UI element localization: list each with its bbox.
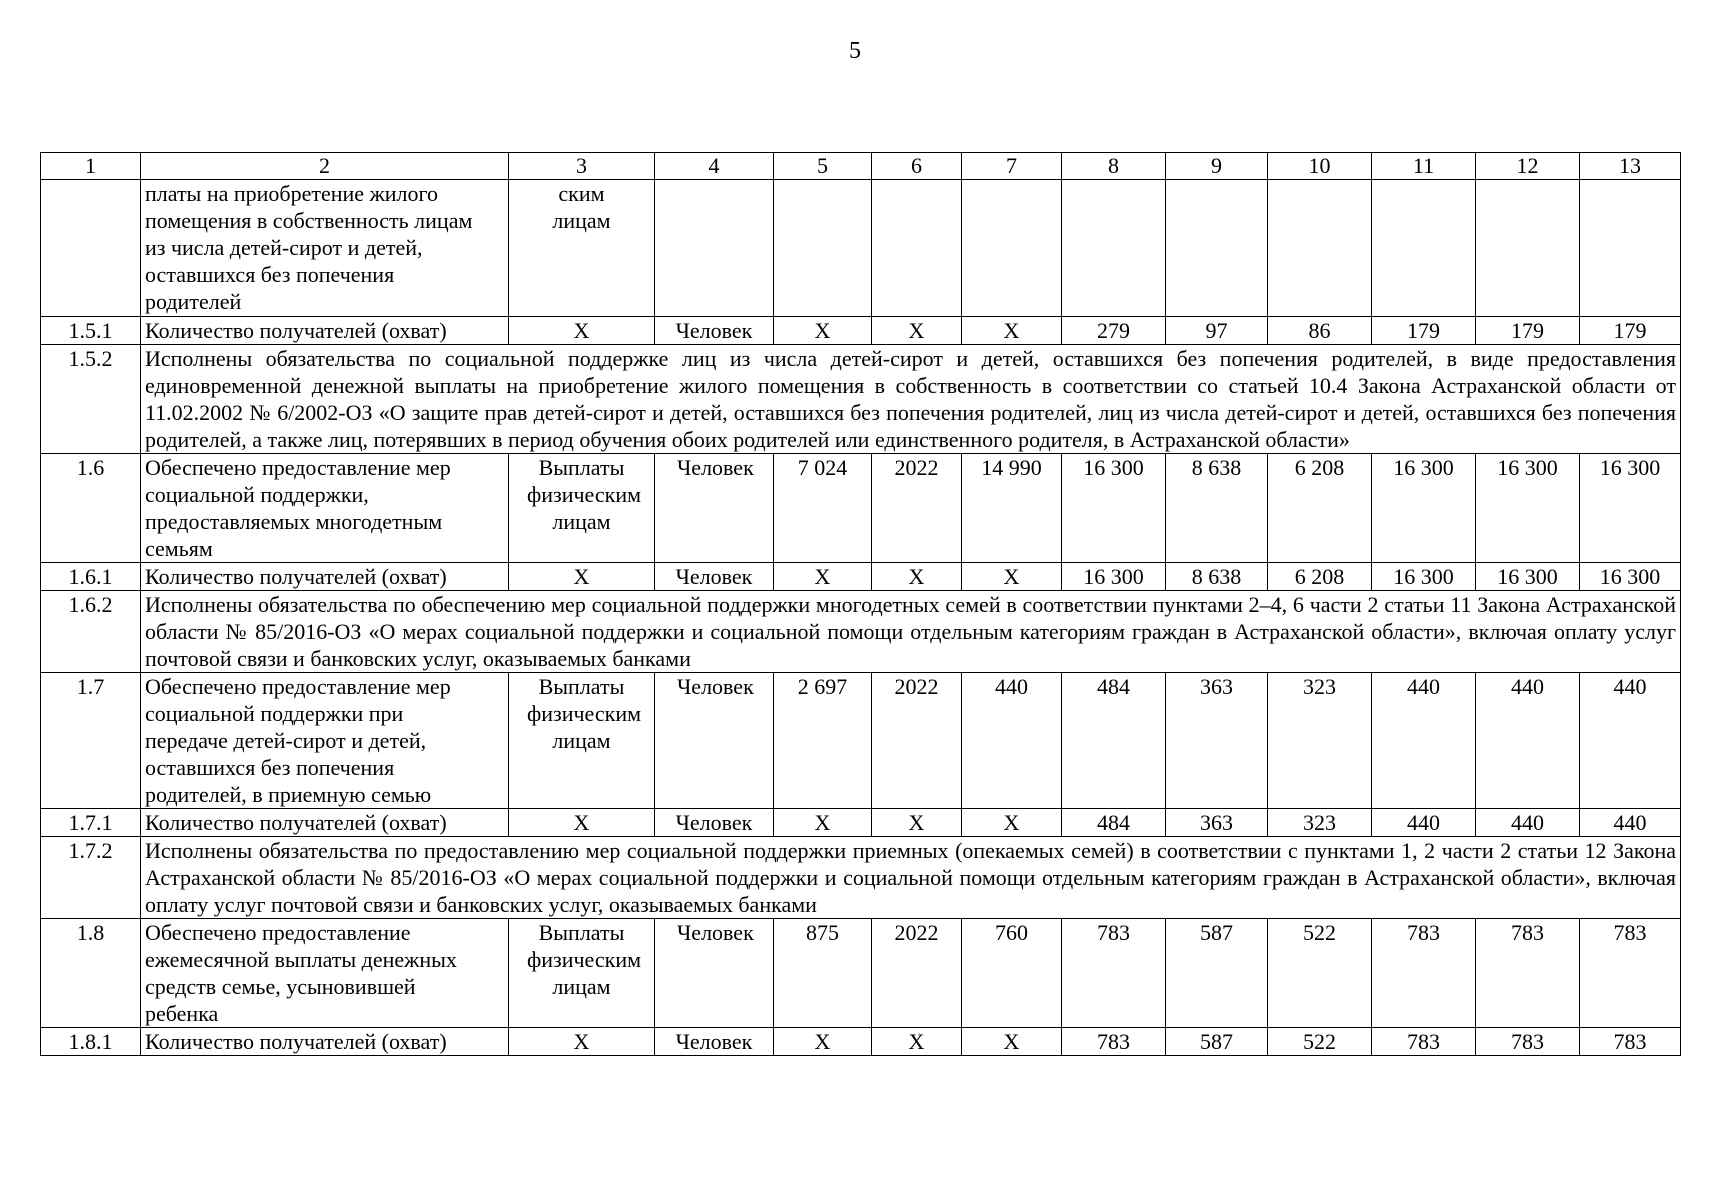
column-header: 11 [1372, 153, 1476, 180]
table-row [41, 454, 1681, 563]
row-unit: Человек [655, 673, 774, 809]
column-header: 2 [141, 153, 509, 180]
row-type: Х [509, 317, 655, 345]
column-header: 4 [655, 153, 774, 180]
row-type: Выплаты физическим лицам [509, 673, 655, 809]
cell-value: 760 [962, 919, 1062, 1028]
cell-value: 7 024 [774, 454, 872, 563]
row-type: Х [509, 809, 655, 837]
cell-value: 323 [1268, 809, 1372, 837]
row-unit: Человек [655, 809, 774, 837]
column-header: 9 [1166, 153, 1268, 180]
cell-value: 279 [1062, 317, 1166, 345]
row-description: Количество получателей (охват) [141, 1028, 509, 1056]
row-number: 1.7 [41, 673, 141, 809]
cell-value: 16 300 [1476, 454, 1580, 563]
cell-empty [1062, 180, 1166, 317]
indicators-table [40, 152, 1681, 1056]
cell-value: 97 [1166, 317, 1268, 345]
cell-value: 484 [1062, 673, 1166, 809]
column-header: 7 [962, 153, 1062, 180]
table-row [41, 919, 1681, 1028]
table-row-continued [41, 180, 1681, 317]
column-header: 3 [509, 153, 655, 180]
cell-value: 440 [1580, 673, 1681, 809]
cell-value: 363 [1166, 673, 1268, 809]
column-header: 13 [1580, 153, 1681, 180]
column-header: 12 [1476, 153, 1580, 180]
row-description: Обеспечено предоставление мер социальной поддержки при передаче детей-сирот и детей, оставшихся без попечения родителей, в приемную семью [141, 673, 509, 809]
cell-value: 522 [1268, 919, 1372, 1028]
row-description: Количество получателей (охват) [141, 809, 509, 837]
cell-value: 783 [1062, 919, 1166, 1028]
cell-value: 6 208 [1268, 563, 1372, 591]
cell-value: 587 [1166, 1028, 1268, 1056]
column-header: 1 [41, 153, 141, 180]
table-row [41, 809, 1681, 837]
row-note-text: Исполнены обязательства по обеспечению мер социальной поддержки многодетных семей в соответствии пунктами 2–4, 6 части 2 статьи 11 Закона Астраханской области № 85/2016-ОЗ «О мерах социальной поддержки и социальной помощи отдельным категориям граждан в Астраханской области», включая оплату услуг почтовой связи и банковских услуг, оказываемых банками [141, 591, 1681, 673]
cell-empty [655, 180, 774, 317]
cell-value: 440 [1476, 809, 1580, 837]
cell-value: Х [774, 563, 872, 591]
cell-empty [1372, 180, 1476, 317]
cell-value: 8 638 [1166, 563, 1268, 591]
cell-value: 440 [1580, 809, 1681, 837]
table-row-note [41, 591, 1681, 673]
row-number: 1.7.1 [41, 809, 141, 837]
row-number [41, 180, 141, 317]
cell-empty [872, 180, 962, 317]
table-row [41, 1028, 1681, 1056]
cell-value: Х [962, 1028, 1062, 1056]
row-unit: Человек [655, 919, 774, 1028]
column-header: 6 [872, 153, 962, 180]
table-row-note [41, 345, 1681, 454]
column-header: 10 [1268, 153, 1372, 180]
cell-value: 16 300 [1476, 563, 1580, 591]
cell-value: 2022 [872, 673, 962, 809]
row-unit: Человек [655, 317, 774, 345]
page-number: 5 [849, 38, 861, 64]
row-number: 1.6.1 [41, 563, 141, 591]
row-number: 1.5.2 [41, 345, 141, 454]
cell-value: 16 300 [1372, 563, 1476, 591]
cell-value: 16 300 [1580, 454, 1681, 563]
cell-value: 440 [1372, 809, 1476, 837]
row-type: Выплаты физическим лицам [509, 919, 655, 1028]
cell-value: Х [872, 317, 962, 345]
row-unit: Человек [655, 1028, 774, 1056]
cell-value: 484 [1062, 809, 1166, 837]
cell-value: 783 [1372, 919, 1476, 1028]
row-description: Обеспечено предоставление ежемесячной выплаты денежных средств семье, усыновившей ребенка [141, 919, 509, 1028]
row-number: 1.6 [41, 454, 141, 563]
table-row-note [41, 837, 1681, 919]
cell-value: 323 [1268, 673, 1372, 809]
cell-value: 16 300 [1580, 563, 1681, 591]
column-header: 5 [774, 153, 872, 180]
cell-value: 179 [1476, 317, 1580, 345]
cell-value: 783 [1062, 1028, 1166, 1056]
cell-value: 587 [1166, 919, 1268, 1028]
cell-empty [962, 180, 1062, 317]
cell-value: 522 [1268, 1028, 1372, 1056]
cell-value: 179 [1372, 317, 1476, 345]
cell-value: 363 [1166, 809, 1268, 837]
cell-empty [1166, 180, 1268, 317]
cell-value: 783 [1372, 1028, 1476, 1056]
cell-value: 86 [1268, 317, 1372, 345]
row-number: 1.5.1 [41, 317, 141, 345]
cell-value: Х [872, 809, 962, 837]
row-type: ским лицам [509, 180, 655, 317]
cell-empty [774, 180, 872, 317]
row-description: Обеспечено предоставление мер социальной поддержки, предоставляемых многодетным семьям [141, 454, 509, 563]
cell-value: Х [774, 317, 872, 345]
cell-value: 783 [1476, 919, 1580, 1028]
cell-empty [1268, 180, 1372, 317]
cell-value: Х [872, 563, 962, 591]
cell-value: 440 [962, 673, 1062, 809]
cell-value: 783 [1476, 1028, 1580, 1056]
row-type: Х [509, 563, 655, 591]
row-type: Х [509, 1028, 655, 1056]
cell-value: 783 [1580, 919, 1681, 1028]
row-number: 1.7.2 [41, 837, 141, 919]
cell-value: 2 697 [774, 673, 872, 809]
row-unit: Человек [655, 563, 774, 591]
cell-empty [1580, 180, 1681, 317]
cell-value: 8 638 [1166, 454, 1268, 563]
cell-value: 2022 [872, 454, 962, 563]
row-number: 1.8 [41, 919, 141, 1028]
cell-value: 6 208 [1268, 454, 1372, 563]
row-type: Выплаты физическим лицам [509, 454, 655, 563]
cell-value: Х [962, 809, 1062, 837]
cell-value: Х [872, 1028, 962, 1056]
row-number: 1.6.2 [41, 591, 141, 673]
cell-value: 783 [1580, 1028, 1681, 1056]
header-row [41, 153, 1681, 180]
cell-value: Х [774, 1028, 872, 1056]
cell-value: 2022 [872, 919, 962, 1028]
cell-empty [1476, 180, 1580, 317]
cell-value: 875 [774, 919, 872, 1028]
cell-value: 440 [1476, 673, 1580, 809]
row-note-text: Исполнены обязательства по предоставлению мер социальной поддержки приемных (опекаемых семей) в соответствии с пунктами 1, 2 части 2 статьи 12 Закона Астраханской области № 85/2016-ОЗ «О мерах социальной поддержки и социальной помощи отдельным категориям граждан в Астраханской области», включая оплату услуг почтовой связи и банковских услуг, оказываемых банками [141, 837, 1681, 919]
table-row [41, 563, 1681, 591]
cell-value: Х [774, 809, 872, 837]
cell-value: 179 [1580, 317, 1681, 345]
cell-value: 16 300 [1062, 563, 1166, 591]
row-number: 1.8.1 [41, 1028, 141, 1056]
cell-value: 16 300 [1062, 454, 1166, 563]
row-unit: Человек [655, 454, 774, 563]
column-header: 8 [1062, 153, 1166, 180]
table-row [41, 317, 1681, 345]
row-note-text: Исполнены обязательства по социальной поддержке лиц из числа детей-сирот и детей, оставшихся без попечения родителей, в виде предоставления единовременной денежной выплаты на приобретение жилого помещения в собственность в соответствии со статьей 10.4 Закона Астраханской области от 11.02.2002 № 6/2002-ОЗ «О защите прав детей-сирот и детей, оставшихся без попечения родителей, лиц из числа детей-сирот и детей, оставшихся без попечения родителей, а также лиц, потерявших в период обучения обоих родителей или единственного родителя, в Астраханской области» [141, 345, 1681, 454]
cell-value: Х [962, 317, 1062, 345]
cell-value: 14 990 [962, 454, 1062, 563]
table-row [41, 673, 1681, 809]
row-description: Количество получателей (охват) [141, 563, 509, 591]
cell-value: 16 300 [1372, 454, 1476, 563]
cell-value: 440 [1372, 673, 1476, 809]
cell-value: Х [962, 563, 1062, 591]
row-description: Количество получателей (охват) [141, 317, 509, 345]
row-description: платы на приобретение жилого помещения в собственность лицам из числа детей-сирот и детей, оставшихся без попечения родителей [141, 180, 509, 317]
